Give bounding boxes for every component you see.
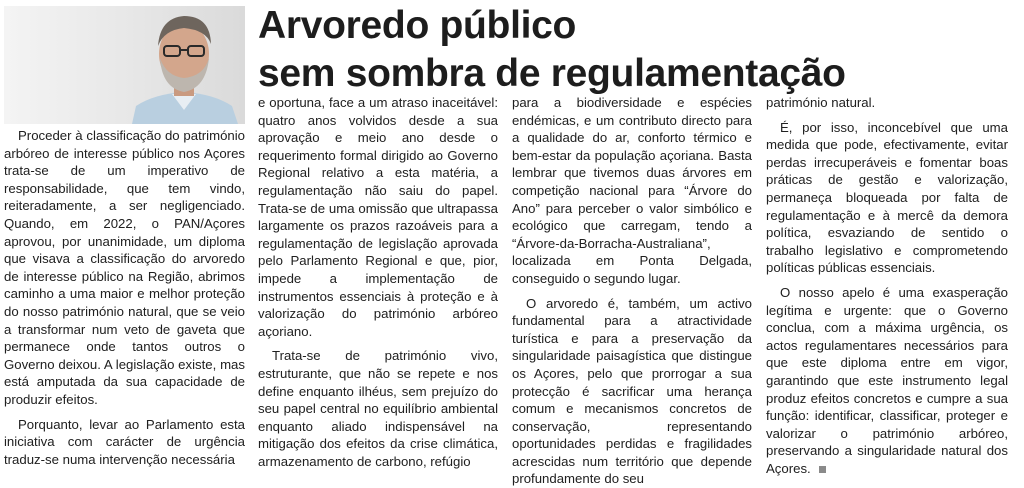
paragraph-final-text: O nosso apelo é uma exasperação legítima e urgente: que o Governo conclua, com a máxima urgência, os actos regulamentares necessários para que este diploma entre em vigor, garantindo que este instrumento legal produz efeitos concretos e cumpre a sua função: identificar, classificar, proteger e valorizar o património arbóreo, preservando a singularidade natural dos Açores. xyxy=(766,284,1008,476)
text-column-2 xyxy=(258,94,498,470)
text-column-4 xyxy=(766,94,1008,477)
paragraph: O arvoredo é, também, um activo fundamental para a atractividade turística e para a preservação da singularidade paisagística que distingue os Açores, pelo que prorrogar a sua protecção é sacrificar uma herança comum e mecanismos concretos de conservação, representando oportunidades perdidas e fragilidades acrescidas num território que depende profundamente do seu xyxy=(512,295,752,487)
text-column-3 xyxy=(512,94,752,488)
paragraph: Trata-se de património vivo, estruturante, que não se repete e nos define enquanto ilhéus, sem prejuízo do seu papel central no equilíbrio ambiental enquanto aliado indispensável na mitigação dos efeitos da crise climática, armazenamento de carbono, refúgio xyxy=(258,348,498,469)
title-line-2: sem sombra de regulamentação xyxy=(258,52,846,95)
paragraph: património natural. xyxy=(766,95,876,110)
paragraph: para a biodiversidade e espécies endémicas, e um contributo directo para a qualidade do ar, conforto térmico e bem-estar da população açoriana. Basta lembrar que tivemos duas árvores em competição nacional para “Árvore do Ano” para perceber o valor simbólico e ecológico que carregam, tendo a “Árvore-da-Borracha-Australiana”, localizada em Ponta Delgada, conseguido o segundo lugar. xyxy=(512,95,752,286)
author-portrait-illustration xyxy=(4,6,245,124)
paragraph: É, por isso, inconcebível que uma medida que pode, efectivamente, evitar perdas irrecuperáveis e fomentar boas práticas de gestão e valorização, permaneça bloqueada por falta de regulamentação e à mercê da demora política, esvaziando de sentido o trabalho legislativo e comprometendo políticas públicas essenciais. xyxy=(766,119,1008,276)
title-line-1: Arvoredo público xyxy=(258,4,577,47)
paragraph: Porquanto, levar ao Parlamento esta iniciativa com carácter de urgência traduz-se numa intervenção necessária xyxy=(4,416,245,467)
article-title xyxy=(258,2,1018,98)
paragraph: Proceder à classificação do património arbóreo de interesse público nos Açores trata-se de um imperativo de responsabilidade, que tem vindo, reiteradamente, a ser negligenciado. Quando, em 2022, o PAN/Açores aprovou, por unanimidade, um diploma que visava a classificação do arvoredo de interesse público na Região, abrimos caminho a uma maior e melhor proteção do nosso património natural, que se veio a transformar num veto de gaveta que permanece onde tantos outros o Governo deixou. A legislação existe, mas está amputada da sua capacidade de produzir efeitos. xyxy=(4,128,245,407)
end-of-article-square-icon xyxy=(819,466,826,473)
paragraph: e oportuna, face a um atraso inaceitável: quatro anos volvidos desde a sua aprovação e meio ano desde o requerimento formal dirigido ao Governo Regional relativo a esta matéria, a regulamentação não saiu do papel. Trata-se de uma omissão que ultrapassa largamente os prazos razoáveis para a regulamentação de legislação aprovada pelo Parlamento Regional e que, pior, impede a implementação de instrumentos essenciais à proteção e à valorização do património arbóreo açoriano. xyxy=(258,95,498,339)
text-column-1 xyxy=(4,127,245,468)
author-photo xyxy=(4,6,245,124)
paragraph-final xyxy=(766,284,1008,478)
